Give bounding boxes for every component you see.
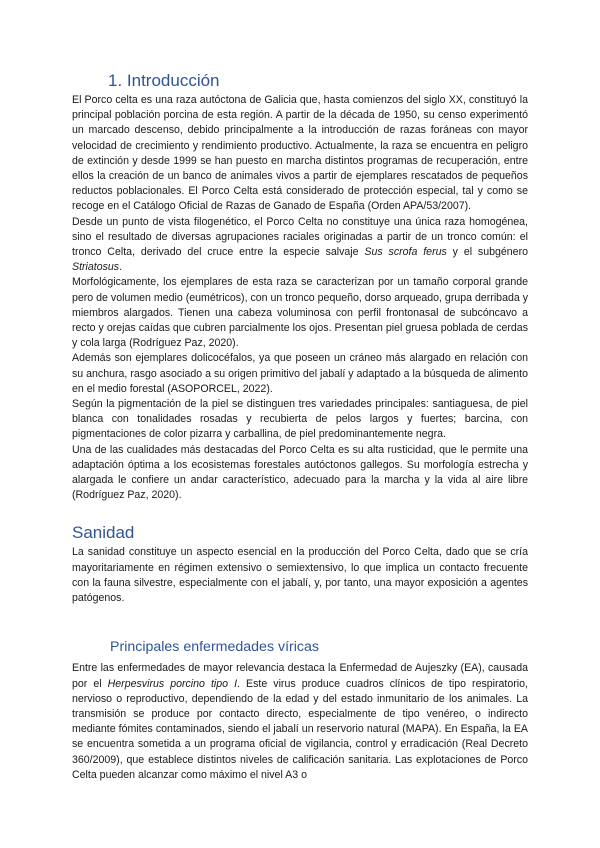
document-body [72, 70, 528, 783]
heading-enfermedades-viricas: Principales enfermedades víricas [110, 639, 319, 656]
subgenus-name-italic: Striatosus [72, 261, 120, 274]
virus-name-italic: Herpesvirus porcino tipo I [107, 677, 238, 690]
paragraph-intro-3: Morfológicamente, los ejemplares de esta raza se caracterizan por un tamaño corporal grande pero de volumen medio (eumétricos), con un tronco pequeño, dorso arqueado, grupa derribada y miembros alargados. Tienen una cabeza voluminosa con perfil frontonasal de subcóncavo a recto y orejas caídas que cubren parcialmente los ojos. Presentan piel gruesa poblada de cerdas y cola larga (Rodríguez Paz, 2020). [72, 276, 528, 350]
paragraph-enfermedades [72, 661, 528, 783]
text-span: Entre las enfermedades de mayor relevancia destaca la Enfermedad de Aujeszky (EA), causada por el [72, 662, 528, 690]
paragraph-intro-2 [72, 215, 528, 276]
paragraph-sanidad: La sanidad constituye un aspecto esencial en la producción del Porco Celta, dado que se cría mayoritariamente en régimen extensivo o semiextensivo, lo que implica un contacto frecuente con la fauna silvestre, especialmente con el jabalí, y, por tanto, una mayor exposición a agentes patógenos. [72, 546, 528, 605]
text-span: y el subgénero [446, 246, 528, 259]
heading-sanidad: Sanidad [72, 523, 135, 543]
heading-introduccion: 1. Introducción [108, 71, 220, 90]
paragraph-intro-1: El Porco celta es una raza autóctona de Galicia que, hasta comienzos del siglo XX, constituyó la principal población porcina de esta región. A partir de la década de 1950, su censo experimentó un marcado descenso, debido principalmente a la introducción de razas foráneas con mayor velocidad de crecimiento y rendimiento productivo. Actualmente, la raza se encuentra en peligro de extinción y desde 1999 se han puesto en marcha distintos programas de recuperación, entre ellos la creación de un banco de animales vivos a partir de ejemplares rescatados de pequeños reductos poblacionales. El Porco Celta está considerado de protección especial, tal y como se recoge en el Catálogo Oficial de Razas de Ganado de España (Orden APA/53/2007). [72, 94, 528, 213]
paragraph-intro-4: Además son ejemplares dolicocéfalos, ya que poseen un cráneo más alargado en relación con su anchura, rasgo asociado a su origen primitivo del jabalí y adaptado a la búsqueda de alimento en el medio forestal (ASOPORCEL, 2022). [72, 352, 528, 395]
paragraph-intro-5: Según la pigmentación de la piel se distinguen tres variedades principales: santiaguesa, de piel blanca con tonalidades rosadas y recubierta de pelos largos y fuertes; barcina, con pigmentaciones de color pizarra y carballina, de piel predominantemente negra. [72, 398, 528, 441]
paragraph-intro-6: Una de las cualidades más destacadas del Porco Celta es su alta rusticidad, que le permite una adaptación óptima a los ecosistemas forestales autóctonos gallegos. Su morfología estrecha y alargada le confiere un andar característico, adecuado para la marcha y la vida al aire libre (Rodríguez Paz, 2020). [72, 443, 528, 502]
species-name-italic: Sus scrofa ferus [364, 246, 447, 259]
text-span: . Este virus produce cuadros clínicos de tipo respiratorio, nervioso o reproductivo, dependiendo de la edad y del estado inmunitario de los animales. La transmisión se produce por contacto directo, especialmente de tipo venéreo, o indirecto mediante fómites contaminados, siendo el jabalí un reservorio natural (MAPA). En España, la EA se encuentra sometida a un programa oficial de vigilancia, control y erradicación (Real Decreto 360/2009), que establece distintos niveles de calificación sanitaria. Las explotaciones de Porco Celta pueden alcanzar como máximo el nivel A3 o [72, 677, 528, 781]
text-span: . [119, 261, 123, 274]
text-span: Desde un punto de vista filogenético, el Porco Celta no constituye una única raza homogénea, sino el resultado de diversas agrupaciones raciales originadas a partir de un tronco común: el tronco Celta, derivado del cruce entre la especie salvaje [72, 215, 528, 259]
